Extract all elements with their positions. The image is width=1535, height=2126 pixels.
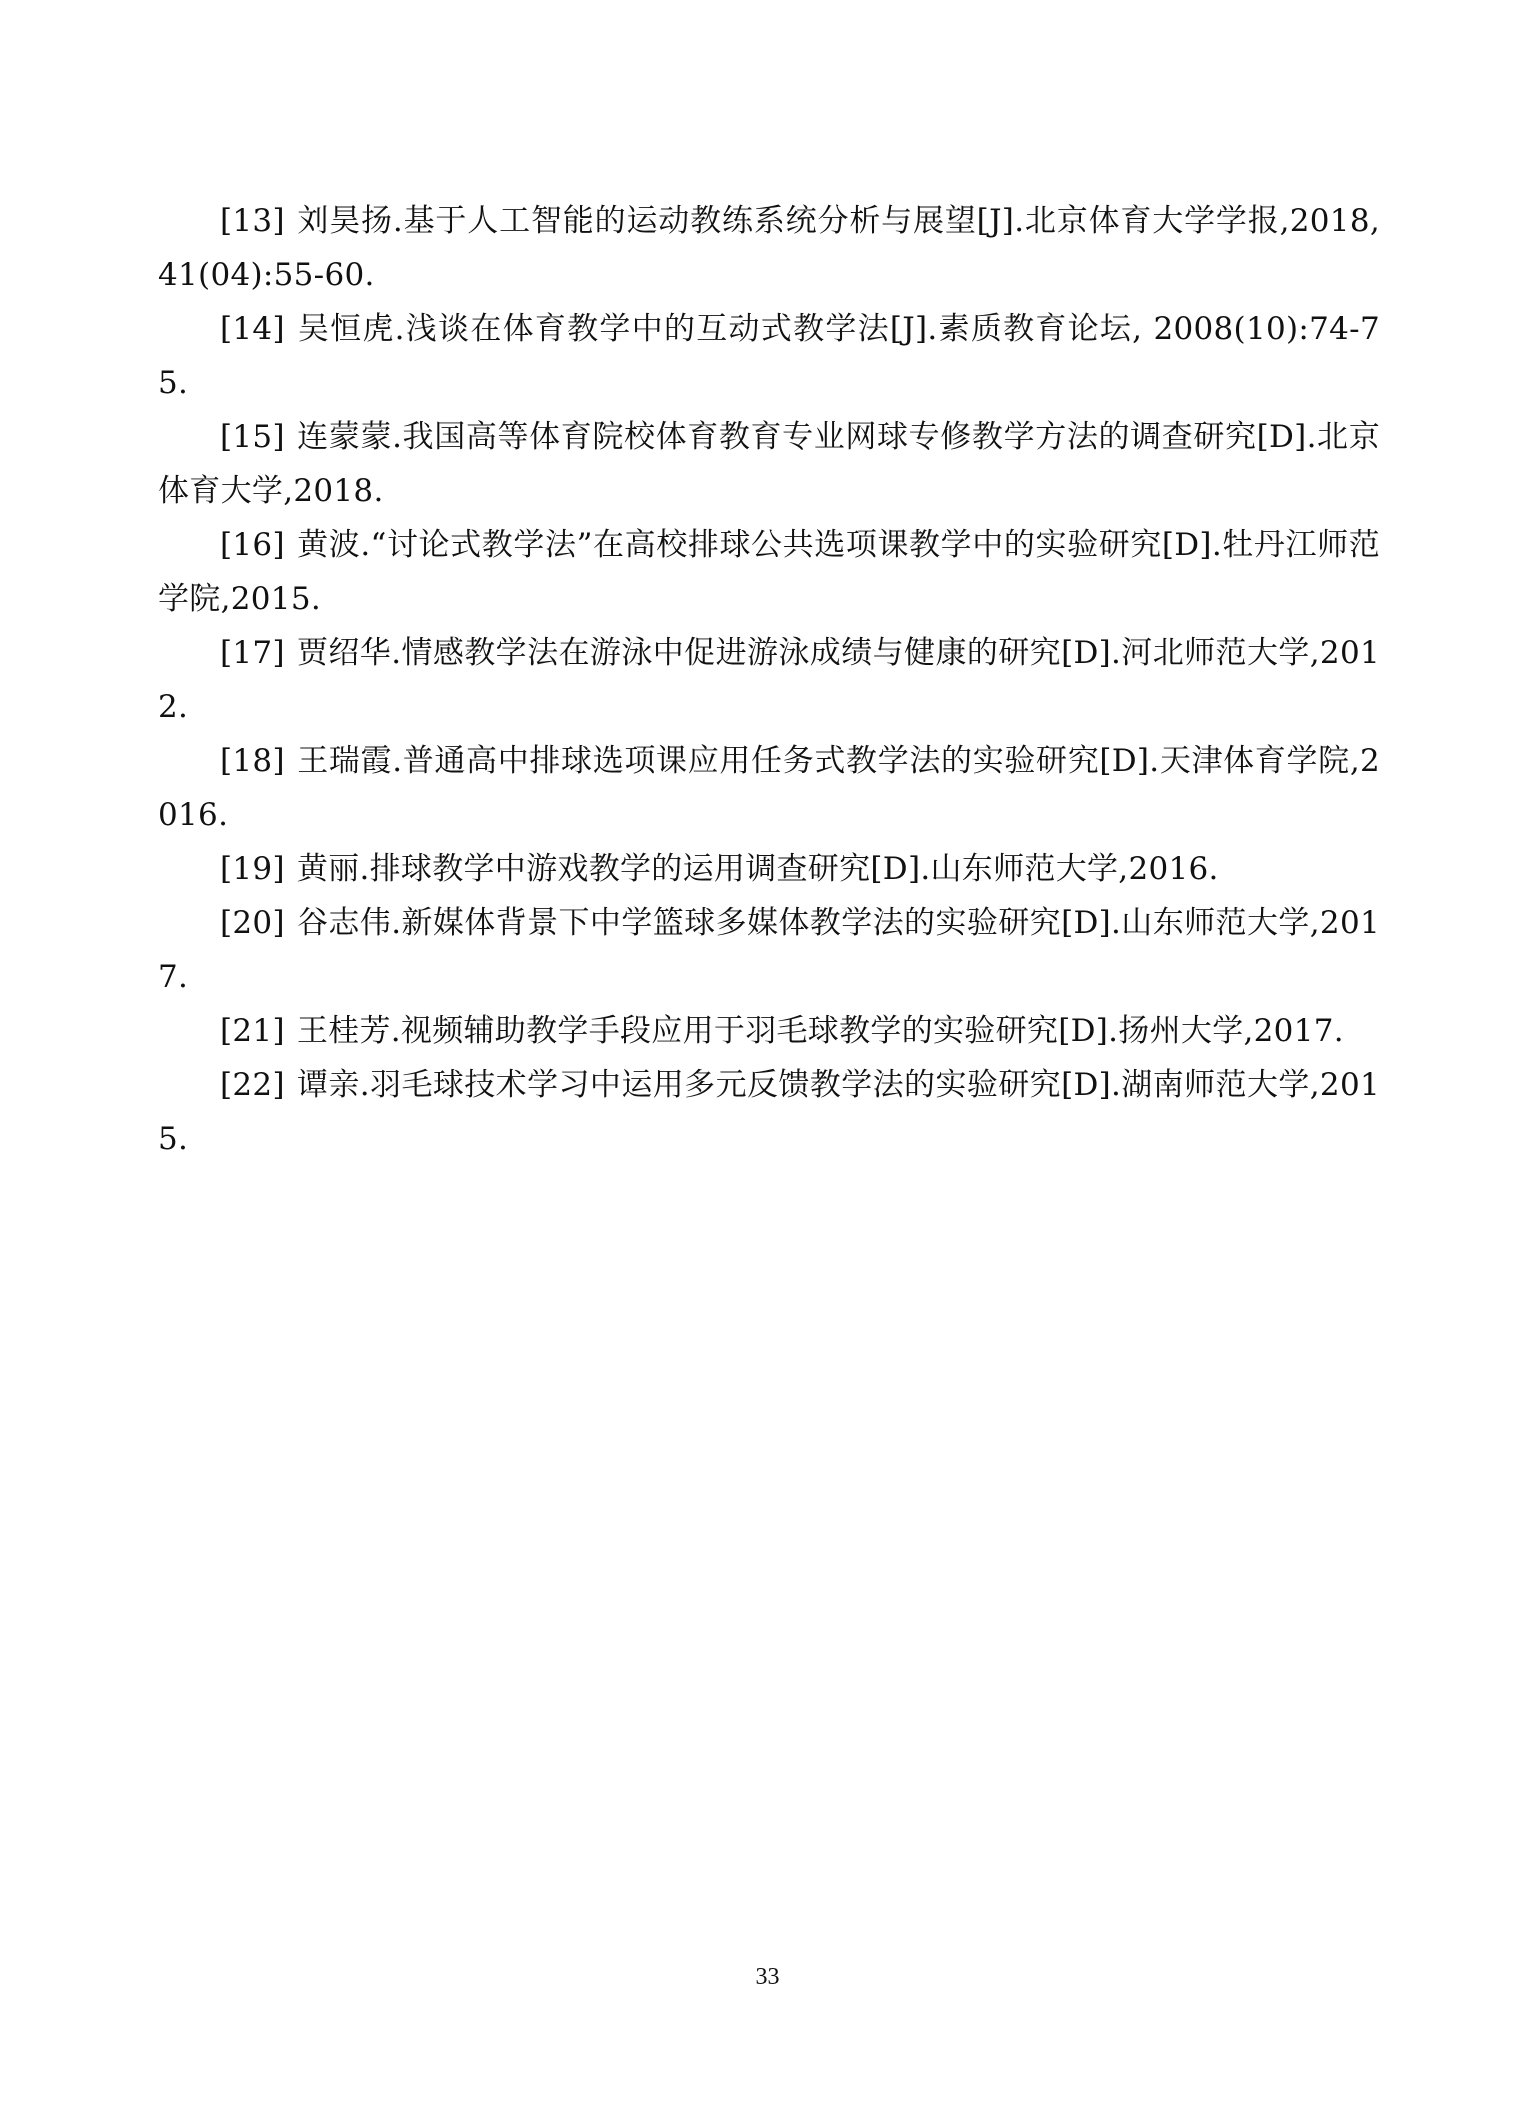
reference-item (158, 734, 1380, 842)
reference-number: [13] (220, 203, 285, 239)
reference-list (158, 194, 1380, 1166)
reference-item (158, 842, 1380, 896)
reference-item (158, 626, 1380, 734)
reference-number: [20] (220, 905, 285, 941)
reference-text: 谭亲.羽毛球技术学习中运用多元反馈教学法的实验研究[D].湖南师范大学,2015. (158, 1067, 1380, 1157)
reference-number: [17] (220, 635, 285, 671)
page-number: 33 (755, 1964, 780, 1990)
reference-item (158, 896, 1380, 1004)
reference-number: [21] (220, 1013, 285, 1049)
reference-text: 贾绍华.情感教学法在游泳中促进游泳成绩与健康的研究[D].河北师范大学,2012. (158, 635, 1380, 725)
reference-number: [22] (220, 1067, 285, 1103)
reference-number: [15] (220, 419, 285, 455)
reference-item (158, 302, 1380, 410)
reference-text: 刘昊扬.基于人工智能的运动教练系统分析与展望[J].北京体育大学学报,2018,41(04):55-60. (158, 203, 1380, 293)
reference-number: [14] (220, 311, 285, 347)
reference-item (158, 410, 1380, 518)
reference-number: [19] (220, 851, 285, 887)
reference-item (158, 194, 1380, 302)
reference-text: 黄丽.排球教学中游戏教学的运用调查研究[D].山东师范大学,2016. (296, 851, 1219, 887)
reference-number: [18] (220, 743, 285, 779)
reference-text: 王桂芳.视频辅助教学手段应用于羽毛球教学的实验研究[D].扬州大学,2017. (296, 1013, 1344, 1049)
reference-item (158, 518, 1380, 626)
reference-number: [16] (220, 527, 285, 563)
reference-text: 王瑞霞.普通高中排球选项课应用任务式教学法的实验研究[D].天津体育学院,2016. (158, 743, 1380, 833)
reference-text: 黄波.“讨论式教学法”在高校排球公共选项课教学中的实验研究[D].牡丹江师范学院,2015. (158, 527, 1380, 617)
reference-text: 谷志伟.新媒体背景下中学篮球多媒体教学法的实验研究[D].山东师范大学,2017. (158, 905, 1380, 995)
reference-text: 连蒙蒙.我国高等体育院校体育教育专业网球专修教学方法的调查研究[D].北京体育大学,2018. (158, 419, 1380, 509)
reference-item (158, 1058, 1380, 1166)
reference-item (158, 1004, 1380, 1058)
reference-text: 吴恒虎.浅谈在体育教学中的互动式教学法[J].素质教育论坛, 2008(10):74-75. (158, 311, 1380, 401)
